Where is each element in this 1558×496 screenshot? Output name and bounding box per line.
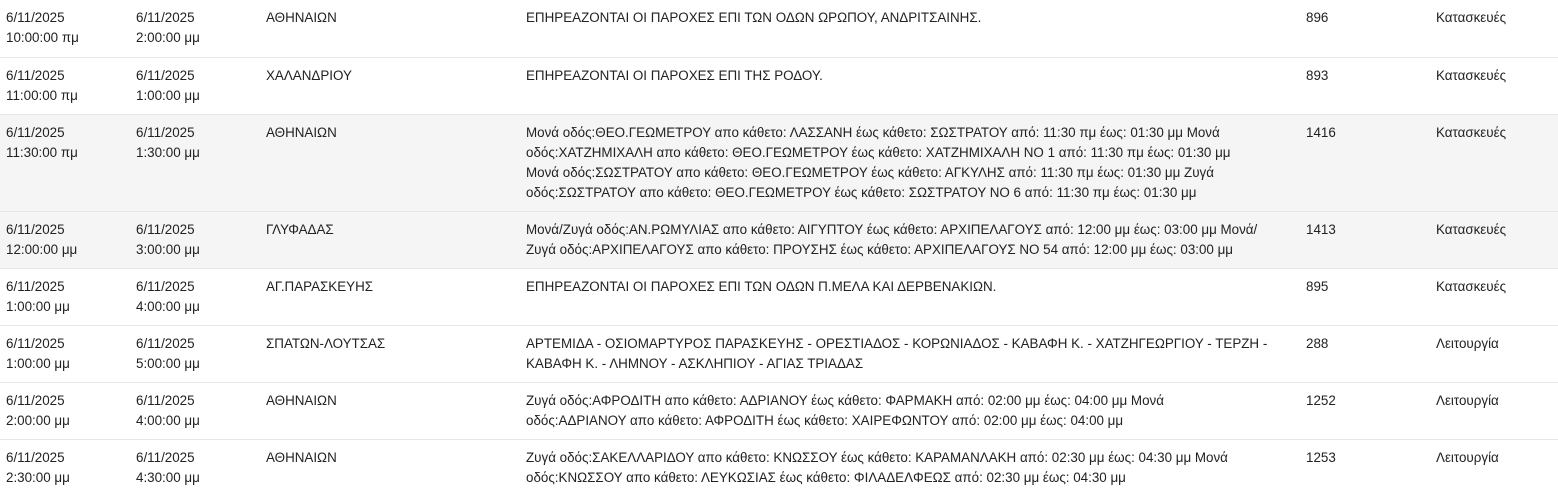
outage-code: 1253 <box>1306 449 1336 465</box>
start-cell <box>0 114 130 211</box>
start-time: 10:00:00 πμ <box>6 30 79 45</box>
end-cell <box>130 439 260 496</box>
description-line: οδός:ΑΔΡΙΑΝΟΥ απο κάθετο: ΑΦΡΟΔΙΤΗ έως κάθετο: ΧΑΙΡΕΦΩΝΤΟΥ από: 02:00 μμ έως: 04:00 μμ <box>526 412 1124 428</box>
municipality: ΑΘΗΝΑΙΩΝ <box>266 392 337 408</box>
start-date: 6/11/2025 <box>6 10 65 25</box>
end-cell <box>130 325 260 382</box>
end-cell <box>130 0 260 57</box>
outage-code: 1413 <box>1306 221 1336 237</box>
start-cell <box>0 211 130 268</box>
type-cell <box>1430 268 1558 325</box>
description-line: Ζυγά οδός:ΑΡΧΙΠΕΛΑΓΟΥΣ απο κάθετο: ΠΡΟΥΣΗΣ έως κάθετο: ΑΡΧΙΠΕΛΑΓΟΥΣ ΝΟ 54 από: 12:00 μμ έως: 03:00 μμ <box>526 241 1234 257</box>
outage-type: Κατασκευές <box>1436 278 1507 294</box>
municipality: ΑΓ.ΠΑΡΑΣΚΕΥΗΣ <box>266 278 374 294</box>
type-cell <box>1430 57 1558 114</box>
municipality-cell <box>260 439 520 496</box>
outage-code: 896 <box>1306 10 1329 25</box>
description-cell <box>520 0 1300 57</box>
table-row <box>0 114 1558 211</box>
type-cell <box>1430 211 1558 268</box>
type-cell <box>1430 382 1558 439</box>
description-line: οδός:ΧΑΤΖΗΜΙΧΑΛΗ απο κάθετο: ΘΕΟ.ΓΕΩΜΕΤΡΟΥ έως κάθετο: ΧΑΤΖΗΜΙΧΑΛΗ ΝΟ 1 από: 11:30 πμ έως: 01:30 μμ <box>526 144 1231 160</box>
end-cell <box>130 57 260 114</box>
start-cell <box>0 382 130 439</box>
outage-type: Κατασκευές <box>1436 10 1507 25</box>
table-row <box>0 382 1558 439</box>
type-cell <box>1430 325 1558 382</box>
end-time: 1:30:00 μμ <box>136 144 200 160</box>
municipality: ΑΘΗΝΑΙΩΝ <box>266 449 337 465</box>
end-time: 4:00:00 μμ <box>136 298 200 314</box>
table-row <box>0 325 1558 382</box>
start-cell <box>0 268 130 325</box>
code-cell <box>1300 268 1430 325</box>
start-time: 2:00:00 μμ <box>6 412 70 428</box>
municipality: ΑΘΗΝΑΙΩΝ <box>266 10 337 25</box>
start-date: 6/11/2025 <box>6 278 65 294</box>
code-cell <box>1300 0 1430 57</box>
end-date: 6/11/2025 <box>136 221 195 237</box>
end-time: 1:00:00 μμ <box>136 87 200 103</box>
code-cell <box>1300 57 1430 114</box>
description-cell <box>520 268 1300 325</box>
end-cell <box>130 211 260 268</box>
code-cell <box>1300 382 1430 439</box>
type-cell <box>1430 0 1558 57</box>
description-cell <box>520 439 1300 496</box>
outage-type: Κατασκευές <box>1436 67 1507 83</box>
outage-type: Κατασκευές <box>1436 221 1507 237</box>
start-date: 6/11/2025 <box>6 67 65 83</box>
description-line: ΕΠΗΡΕΑΖΟΝΤΑΙ ΟΙ ΠΑΡΟΧΕΣ ΕΠΙ ΤΩΝ ΟΔΩΝ Π.ΜΕΛΑ ΚΑΙ ΔΕΡΒΕΝΑΚΙΩΝ. <box>526 278 997 294</box>
end-date: 6/11/2025 <box>136 67 195 83</box>
start-time: 2:30:00 μμ <box>6 469 70 485</box>
municipality-cell <box>260 57 520 114</box>
start-cell <box>0 57 130 114</box>
description-cell <box>520 325 1300 382</box>
start-date: 6/11/2025 <box>6 335 65 351</box>
outage-type: Λειτουργία <box>1436 449 1499 465</box>
outage-type: Κατασκευές <box>1436 124 1507 140</box>
code-cell <box>1300 325 1430 382</box>
municipality-cell <box>260 0 520 57</box>
code-cell <box>1300 439 1430 496</box>
municipality-cell <box>260 211 520 268</box>
description-line: Μονά/Ζυγά οδός:ΑΝ.ΡΩΜΥΛΙΑΣ απο κάθετο: ΑΙΓΥΠΤΟΥ έως κάθετο: ΑΡΧΙΠΕΛΑΓΟΥΣ από: 12:00 μμ έως: 03:00 μμ Μονά/ <box>526 221 1258 237</box>
end-date: 6/11/2025 <box>136 124 195 140</box>
start-date: 6/11/2025 <box>6 221 65 237</box>
end-date: 6/11/2025 <box>136 10 195 25</box>
end-date: 6/11/2025 <box>136 278 195 294</box>
start-cell <box>0 0 130 57</box>
description-cell <box>520 382 1300 439</box>
code-cell <box>1300 211 1430 268</box>
start-cell <box>0 325 130 382</box>
start-time: 1:00:00 μμ <box>6 298 70 314</box>
start-time: 11:00:00 πμ <box>6 87 78 103</box>
start-time: 12:00:00 μμ <box>6 241 78 257</box>
description-cell <box>520 211 1300 268</box>
end-cell <box>130 382 260 439</box>
table-row <box>0 57 1558 114</box>
start-cell <box>0 439 130 496</box>
outage-code: 893 <box>1306 67 1329 83</box>
description-cell <box>520 57 1300 114</box>
type-cell <box>1430 439 1558 496</box>
start-date: 6/11/2025 <box>6 124 65 140</box>
outage-type: Λειτουργία <box>1436 392 1499 408</box>
description-line: Ζυγά οδός:ΣΑΚΕΛΛΑΡΙΔΟΥ απο κάθετο: ΚΝΩΣΣΟΥ έως κάθετο: ΚΑΡΑΜΑΝΛΑΚΗ από: 02:30 μμ έως: 04:30 μμ Μονά <box>526 449 1228 465</box>
start-date: 6/11/2025 <box>6 449 65 465</box>
code-cell <box>1300 114 1430 211</box>
end-time: 4:30:00 μμ <box>136 469 200 485</box>
municipality: ΣΠΑΤΩΝ-ΛΟΥΤΣΑΣ <box>266 335 386 351</box>
end-time: 5:00:00 μμ <box>136 355 200 371</box>
municipality-cell <box>260 268 520 325</box>
description-line: οδός:ΚΝΩΣΣΟΥ απο κάθετο: ΛΕΥΚΩΣΙΑΣ έως κάθετο: ΦΙΛΑΔΕΛΦΕΩΣ από: 02:30 μμ έως: 04:30 μμ <box>526 469 1126 485</box>
description-line: ΕΠΗΡΕΑΖΟΝΤΑΙ ΟΙ ΠΑΡΟΧΕΣ ΕΠΙ ΤΩΝ ΟΔΩΝ ΩΡΩΠΟΥ, ΑΝΔΡΙΤΣΑΙΝΗΣ. <box>526 10 982 25</box>
end-date: 6/11/2025 <box>136 449 195 465</box>
description-line: Μονά οδός:ΘΕΟ.ΓΕΩΜΕΤΡΟΥ απο κάθετο: ΛΑΣΣΑΝΗ έως κάθετο: ΣΩΣΤΡΑΤΟΥ από: 11:30 πμ έως: 01:30 μμ Μονά <box>526 124 1220 140</box>
description-line: Μονά οδός:ΣΩΣΤΡΑΤΟΥ απο κάθετο: ΘΕΟ.ΓΕΩΜΕΤΡΟΥ έως κάθετο: ΑΓΚΥΛΗΣ από: 11:30 πμ έως: 01:30 μμ Ζυγά <box>526 164 1214 180</box>
municipality-cell <box>260 325 520 382</box>
outage-code: 288 <box>1306 335 1329 351</box>
type-cell <box>1430 114 1558 211</box>
outage-code: 895 <box>1306 278 1329 294</box>
table-row <box>0 268 1558 325</box>
description-line: Ζυγά οδός:ΑΦΡΟΔΙΤΗ απο κάθετο: ΑΔΡΙΑΝΟΥ έως κάθετο: ΦΑΡΜΑΚΗ από: 02:00 μμ έως: 04:00 μμ Μονά <box>526 392 1164 408</box>
municipality: ΑΘΗΝΑΙΩΝ <box>266 124 337 140</box>
end-time: 4:00:00 μμ <box>136 412 200 428</box>
start-time: 11:30:00 πμ <box>6 144 78 160</box>
municipality: ΧΑΛΑΝΔΡΙΟΥ <box>266 67 352 83</box>
municipality: ΓΛΥΦΑΔΑΣ <box>266 221 334 237</box>
municipality-cell <box>260 382 520 439</box>
end-cell <box>130 114 260 211</box>
start-time: 1:00:00 μμ <box>6 355 70 371</box>
table-row <box>0 0 1558 57</box>
description-line: ΕΠΗΡΕΑΖΟΝΤΑΙ ΟΙ ΠΑΡΟΧΕΣ ΕΠΙ ΤΗΣ ΡΟΔΟΥ. <box>526 67 823 83</box>
outage-type: Λειτουργία <box>1436 335 1499 351</box>
end-date: 6/11/2025 <box>136 335 195 351</box>
outage-code: 1252 <box>1306 392 1336 408</box>
end-date: 6/11/2025 <box>136 392 195 408</box>
description-line: ΚΑΒΑΦΗ Κ. - ΛΗΜΝΟΥ - ΑΣΚΛΗΠΙΟΥ - ΑΓΙΑΣ ΤΡΙΑΔΑΣ <box>526 355 864 371</box>
outage-code: 1416 <box>1306 124 1336 140</box>
start-date: 6/11/2025 <box>6 392 65 408</box>
end-time: 3:00:00 μμ <box>136 241 200 257</box>
end-time: 2:00:00 μμ <box>136 30 200 45</box>
municipality-cell <box>260 114 520 211</box>
table-row <box>0 439 1558 496</box>
description-line: οδός:ΣΩΣΤΡΑΤΟΥ απο κάθετο: ΘΕΟ.ΓΕΩΜΕΤΡΟΥ έως κάθετο: ΣΩΣΤΡΑΤΟΥ ΝΟ 6 από: 11:30 πμ έως: 01:30 μμ <box>526 184 1197 200</box>
description-cell <box>520 114 1300 211</box>
end-cell <box>130 268 260 325</box>
table-row <box>0 211 1558 268</box>
description-line: ΑΡΤΕΜΙΔΑ - ΟΣΙΟΜΑΡΤΥΡΟΣ ΠΑΡΑΣΚΕΥΗΣ - ΟΡΕΣΤΙΑΔΟΣ - ΚΟΡΩΝΙΑΔΟΣ - ΚΑΒΑΦΗ Κ. - ΧΑΤΖΗΓΕΩΡΓΙΟΥ - ΤΕΡΖΗ - <box>526 335 1268 351</box>
